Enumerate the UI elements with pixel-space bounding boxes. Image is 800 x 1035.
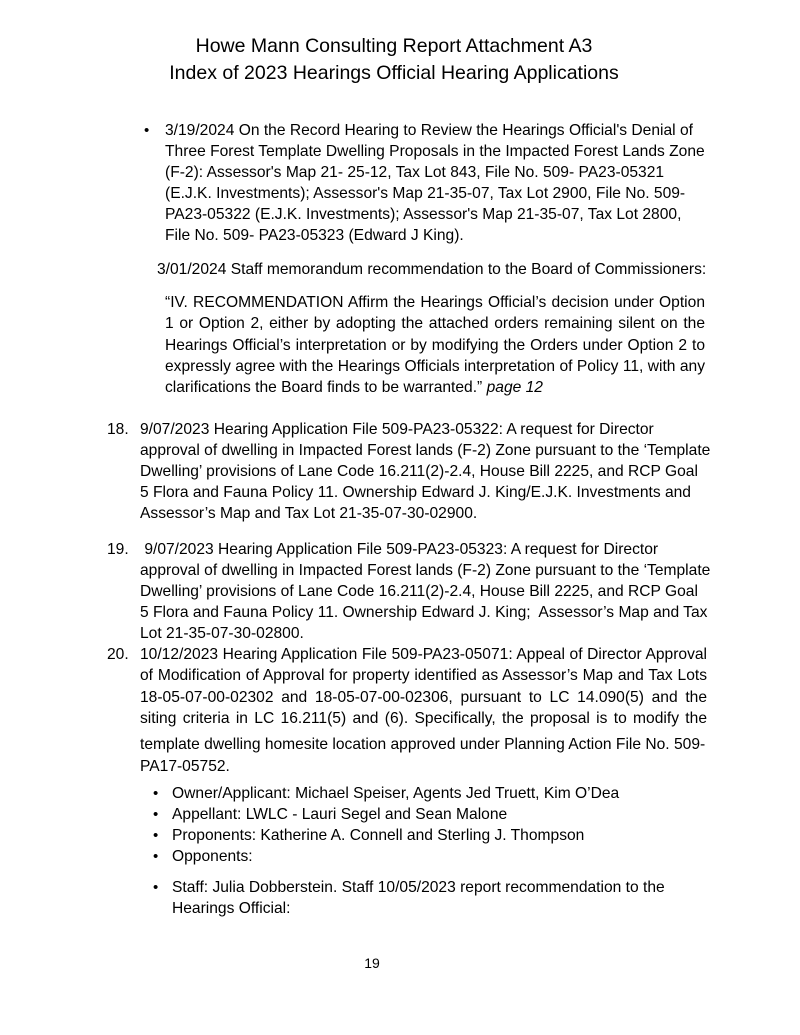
text-line: 5 Flora and Fauna Policy 11. Ownership Edward J. King; Assessor’s Map and Tax xyxy=(140,604,708,621)
bullet-icon: • xyxy=(153,827,159,844)
text-line: Staff: Julia Dobberstein. Staff 10/05/2023 report recommendation to the xyxy=(172,879,665,896)
bullet-icon: • xyxy=(153,848,159,865)
text-line: clarifications the Board finds to be warranted.” xyxy=(165,379,483,396)
text-line: Lot 21-35-07-30-02800. xyxy=(140,625,304,642)
bullet-icon: • xyxy=(153,806,159,823)
header-title-line2: Index of 2023 Hearings Official Hearing Applications xyxy=(169,62,619,84)
text-line: PA23-05322 (E.J.K. Investments); Assessor's Map 21-35-07, Tax Lot 2800, xyxy=(165,206,682,223)
list-item: Opponents: xyxy=(172,848,253,865)
text-line: Hearings Official: xyxy=(172,900,291,917)
text-line: PA17-05752. xyxy=(140,758,230,775)
bullet-icon: • xyxy=(153,785,159,802)
text-line: Assessor’s Map and Tax Lot 21-35-07-30-02900. xyxy=(140,505,478,522)
staff-memo: 3/01/2024 Staff memorandum recommendation to the Board of Commissioners: xyxy=(157,261,707,278)
text-line: (F-2): Assessor's Map 21- 25-12, Tax Lot 843, File No. 509- PA23-05321 xyxy=(165,164,665,181)
item-number: 18. xyxy=(107,421,129,438)
item-number: 20. xyxy=(107,646,129,663)
list-item: Proponents: Katherine A. Connell and Sterling J. Thompson xyxy=(172,827,585,844)
item-number: 19. xyxy=(107,541,129,558)
list-item: Owner/Applicant: Michael Speiser, Agents Jed Truett, Kim O’Dea xyxy=(172,785,620,802)
list-item: Appellant: LWLC - Lauri Segel and Sean Malone xyxy=(172,806,508,823)
header-title-line1: Howe Mann Consulting Report Attachment A3 xyxy=(195,35,593,57)
text-line: File No. 509- PA23-05323 (Edward J King). xyxy=(165,227,464,244)
page-number: 19 xyxy=(364,955,380,971)
text-line: 10/12/2023 Hearing Application File 509-PA23-05071: Appeal of Director Approval xyxy=(140,646,707,663)
text-line: expressly agree with the Hearings Officials interpretation of Policy 11, with any xyxy=(165,358,705,375)
bullet-icon: • xyxy=(153,879,159,896)
text-line: siting criteria in LC 16.211(5) and (6). Specifically, the proposal is to modify the xyxy=(140,710,707,727)
text-line: of Modification of Approval for property identified as Assessor’s Map and Tax Lots xyxy=(140,667,707,684)
text-line: 1 or Option 2, either by adopting the attached orders remaining silent on the xyxy=(165,315,705,332)
page-reference: page 12 xyxy=(486,379,543,396)
text-line: Hearings Official’s interpretation or by modifying the Orders under Option 2 to xyxy=(165,337,705,354)
text-line: (E.J.K. Investments); Assessor's Map 21-35-07, Tax Lot 2900, File No. 509- xyxy=(165,185,686,202)
text-line: approval of dwelling in Impacted Forest lands (F-2) Zone pursuant to the ‘Template xyxy=(140,442,711,459)
text-line: 9/07/2023 Hearing Application File 509-PA23-05323: A request for Director xyxy=(140,541,659,558)
text-line: Dwelling’ provisions of Lane Code 16.211(2)-2.4, House Bill 2225, and RCP Goal xyxy=(140,463,698,480)
text-line: Dwelling’ provisions of Lane Code 16.211(2)-2.4, House Bill 2225, and RCP Goal xyxy=(140,583,698,600)
text-line: “IV. RECOMMENDATION Affirm the Hearings Official’s decision under Option xyxy=(165,294,705,311)
text-line: Three Forest Template Dwelling Proposals in the Impacted Forest Lands Zone xyxy=(165,143,705,160)
text-line: 9/07/2023 Hearing Application File 509-PA23-05322: A request for Director xyxy=(140,421,654,438)
text-line: 18-05-07-00-02302 and 18-05-07-00-02306, pursuant to LC 14.090(5) and the xyxy=(140,689,707,706)
text-line: 3/19/2024 On the Record Hearing to Review the Hearings Official's Denial of xyxy=(165,122,693,139)
text-line: template dwelling homesite location approved under Planning Action File No. 509- xyxy=(140,736,706,753)
bullet-icon: • xyxy=(144,122,150,139)
text-line: 5 Flora and Fauna Policy 11. Ownership Edward J. King/E.J.K. Investments and xyxy=(140,484,691,501)
text-line: approval of dwelling in Impacted Forest lands (F-2) Zone pursuant to the ‘Template xyxy=(140,562,711,579)
